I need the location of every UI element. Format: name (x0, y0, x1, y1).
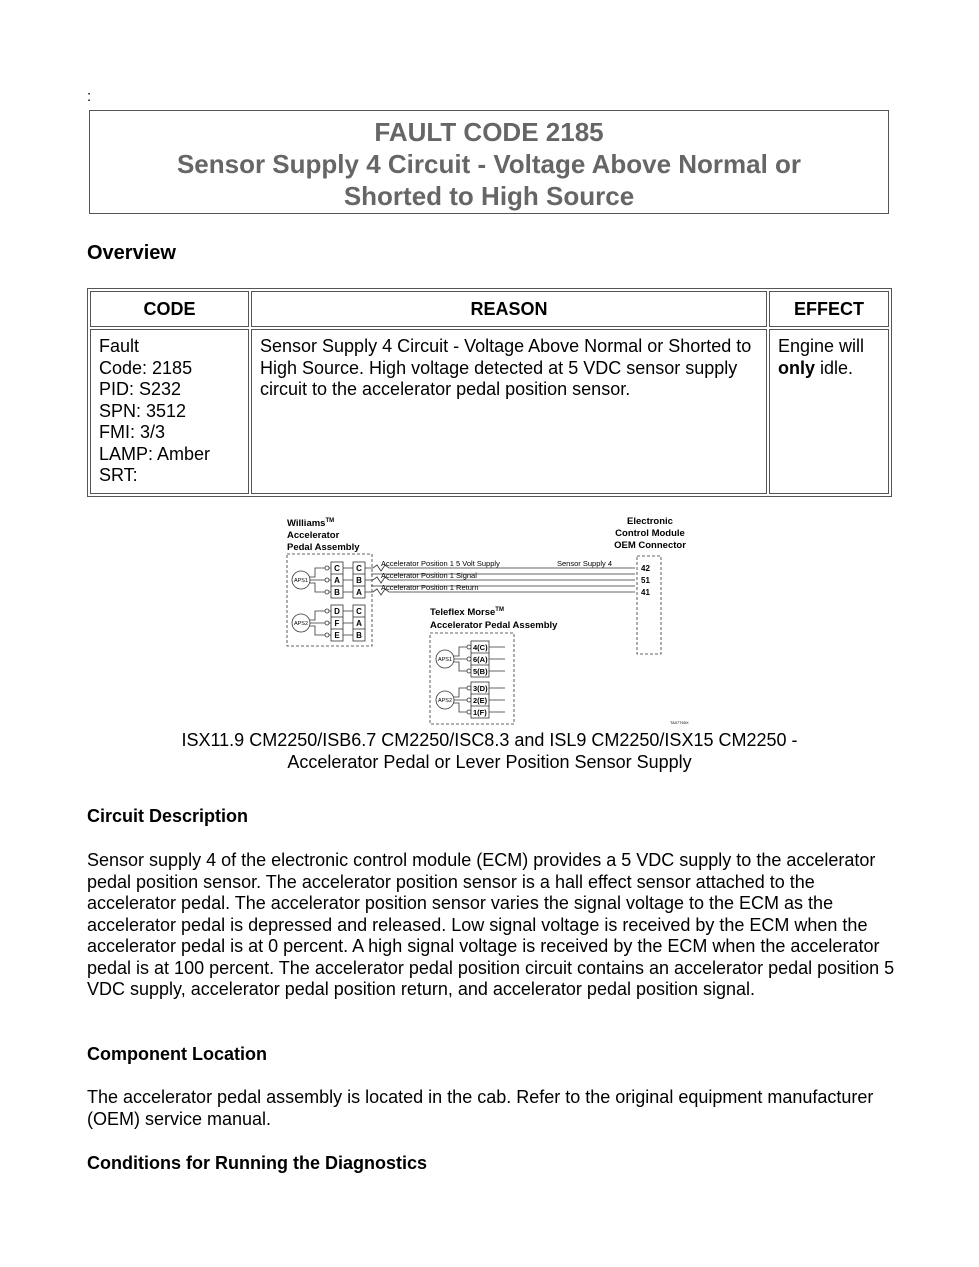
component-location-heading: Component Location (87, 1044, 267, 1064)
header-code: CODE (90, 291, 249, 327)
caption-line-1: ISX11.9 CM2250/ISB6.7 CM2250/ISC8.3 and ISL9 CM2250/ISX15 CM2250 - (181, 730, 798, 750)
svg-text:5(B): 5(B) (473, 667, 488, 676)
fault-subtitle-line2: Shorted to High Source (343, 181, 635, 211)
svg-text:2(E): 2(E) (473, 696, 488, 705)
teleflex-aps2-label: APS2 (437, 698, 453, 704)
teleflex-label-2: Accelerator Pedal Assembly (430, 620, 558, 631)
wire-supply-label: Accelerator Position 1 5 Volt Supply (381, 559, 500, 568)
fault-title-box (89, 110, 889, 214)
figure-reference: TA07765X (670, 720, 689, 725)
ecm-label-3: OEM Connector (614, 540, 686, 551)
teleflex-aps1-label: APS1 (437, 657, 453, 663)
circuit-description-text: Sensor supply 4 of the electronic control module (ECM) provides a 5 VDC supply to the accelerator pedal position sensor. The accelerator position sensor is a hall effect sensor attached to the accelerator pedal. The accelerator position sensor varies the signal voltage to the ECM as the accelerator pedal is depressed and released. Low signal voltage is received by the ECM when the accelerator pedal is at 0 percent. A high signal voltage is received by the ECM when the accelerator pedal is at 100 percent. The accelerator pedal position circuit contains an accelerator pedal position 5 VDC supply, accelerator pedal position return, and accelerator pedal position signal. (87, 850, 895, 999)
code-line: SPN: 3512 (99, 400, 187, 421)
sensor-supply-4-label: Sensor Supply 4 (557, 559, 613, 568)
williams-label-2: Accelerator (287, 530, 340, 541)
ecm-label-1: Electronic (627, 516, 673, 527)
svg-text:F: F (334, 619, 340, 628)
svg-text:B: B (334, 588, 340, 597)
svg-text:C: C (356, 564, 362, 573)
williams-label-1: Williams™ (287, 518, 335, 529)
pin-41: 41 (641, 588, 650, 597)
code-line: Code: 2185 (99, 357, 193, 378)
wire-signal-label: Accelerator Position 1 Signal (381, 571, 477, 580)
pin-51: 51 (641, 576, 650, 585)
effect-suffix: idle. (820, 357, 854, 378)
table-header-row (90, 291, 889, 327)
svg-text:3(D): 3(D) (473, 684, 488, 693)
effect-prefix: Engine will (778, 336, 865, 356)
page-colon: : (87, 88, 92, 105)
svg-text:B: B (356, 631, 362, 640)
overview-heading: Overview (87, 242, 176, 264)
teleflex-label-1: Teleflex Morse™ (430, 607, 504, 618)
svg-text:6(A): 6(A) (473, 655, 488, 664)
header-reason: REASON (251, 291, 767, 327)
code-line: SRT: (99, 465, 138, 485)
effect-bold: only (778, 357, 816, 378)
code-cell (90, 329, 249, 494)
code-line: PID: S232 (99, 379, 182, 399)
conditions-heading: Conditions for Running the Diagnostics (87, 1153, 427, 1173)
aps2-label: APS2 (293, 621, 309, 627)
pin-42: 42 (641, 564, 650, 573)
code-line: LAMP: Amber (99, 443, 211, 464)
caption-line-2: Accelerator Pedal or Lever Position Sensor Supply (287, 751, 692, 772)
svg-text:C: C (356, 607, 362, 616)
fault-code-table (87, 288, 892, 497)
svg-text:C: C (334, 564, 340, 573)
williams-label-3: Pedal Assembly (287, 542, 360, 553)
svg-text:A: A (334, 576, 340, 585)
fault-subtitle-line1: Sensor Supply 4 Circuit - Voltage Above Normal or (176, 149, 802, 179)
svg-text:B: B (356, 576, 362, 585)
ecm-label-2: Control Module (615, 528, 685, 539)
svg-text:E: E (334, 631, 340, 640)
code-line: Fault (99, 336, 140, 356)
figure-caption (87, 730, 892, 773)
code-line: FMI: 3/3 (99, 422, 166, 442)
aps1-label: APS1 (293, 578, 309, 584)
svg-text:1(F): 1(F) (473, 708, 487, 717)
component-location-text: The accelerator pedal assembly is located in the cab. Refer to the original equipment manufacturer (OEM) service manual. (87, 1087, 874, 1129)
svg-text:4(C): 4(C) (473, 643, 488, 652)
circuit-description-heading: Circuit Description (87, 806, 249, 826)
svg-text:A: A (356, 588, 362, 597)
wiring-diagram (285, 514, 700, 729)
wire-return-label: Accelerator Position 1 Return (381, 583, 479, 592)
fault-code-title: FAULT CODE 2185 (374, 117, 604, 147)
svg-text:D: D (334, 607, 340, 616)
header-effect: EFFECT (769, 291, 889, 327)
effect-cell (769, 329, 889, 494)
reason-cell: Sensor Supply 4 Circuit - Voltage Above Normal or Shorted to High Source. High voltage detected at 5 VDC sensor supply circuit to the accelerator pedal position sensor. (251, 329, 767, 494)
table-row (90, 329, 889, 494)
svg-text:A: A (356, 619, 362, 628)
